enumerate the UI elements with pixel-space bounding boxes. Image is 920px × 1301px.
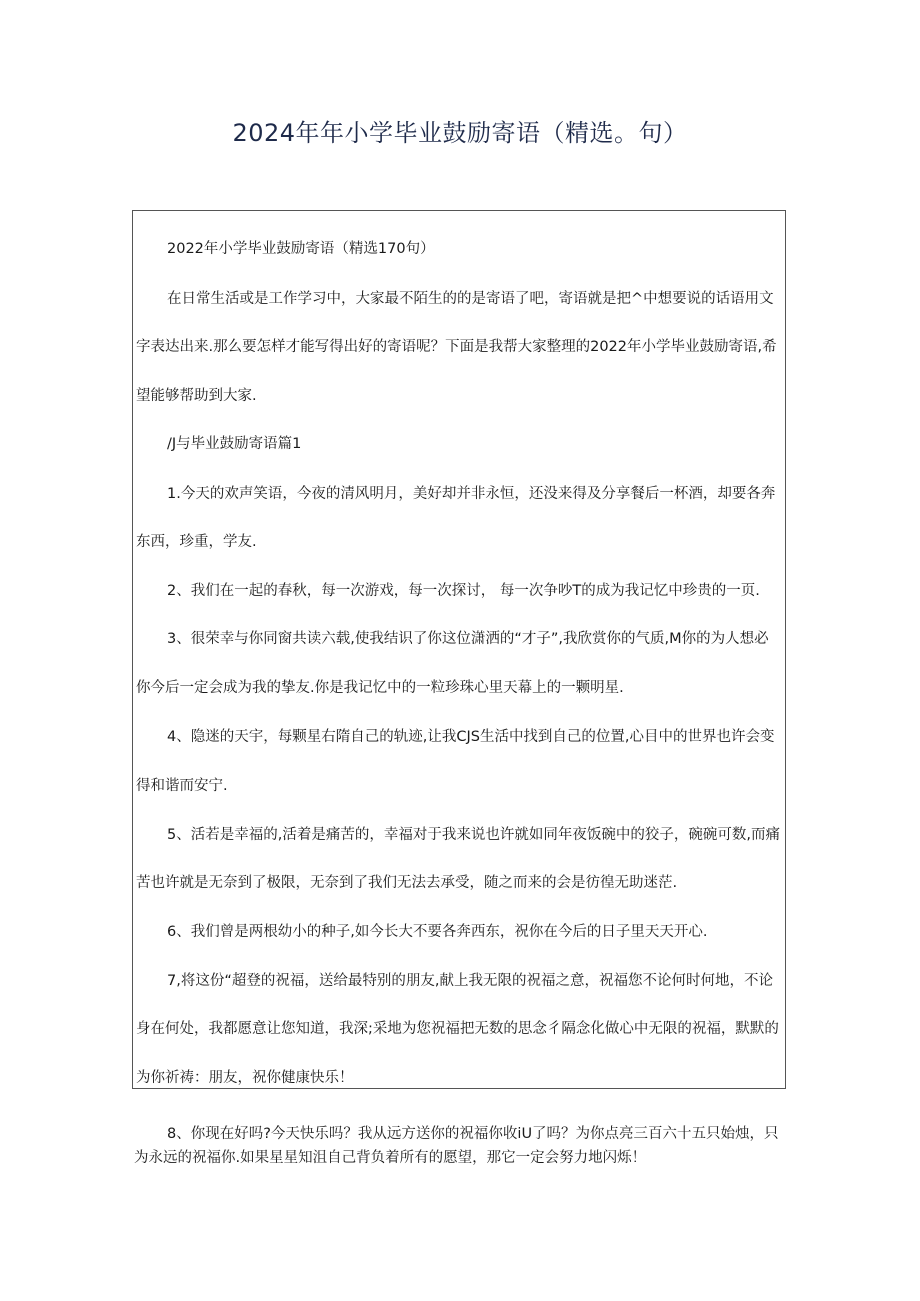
paragraph-line: 1.今天的欢声笑语，今夜的清风明月，美好却并非永恒，还没来得及分享餐后一杯酒，却要各奔 bbox=[167, 486, 776, 502]
paragraph-line: 6、我们曾是两根幼小的种子,如今长大不要各奔西东，祝你在今后的日子里天天开心. bbox=[167, 924, 708, 940]
paragraph-line: 4、隐迷的天宇，每颗星右隋自己的轨迹,让我CJS生活中找到自己的位置,心目中的世界也许会变 bbox=[167, 729, 775, 745]
paragraph-line: 7,将这份“超登的祝福，送给最特别的朋友,献上我无限的祝福之意，祝福您不论何时何地，不论 bbox=[167, 973, 773, 989]
paragraph-line: 字表达出来.那么要怎样才能写得出好的寄语呢？下面是我帮大家整理的2022年小学毕业鼓励寄语,希 bbox=[136, 339, 777, 355]
subtitle-line: 2022年小学毕业鼓励寄语（精选170句） bbox=[167, 241, 435, 257]
paragraph-line: 2、我们在一起的春秋，每一次游戏，每一次探讨， 每一次争吵T的成为我记忆中珍贵的一页. bbox=[167, 583, 760, 599]
paragraph-line: 望能够帮助到大家. bbox=[136, 388, 257, 404]
paragraph-line: 苦也许就是无奈到了极限，无奈到了我们无法去承受，随之而来的会是彷徨无助迷茫. bbox=[136, 875, 678, 891]
content-box bbox=[132, 210, 786, 1089]
paragraph-line: 东西，珍重，学友. bbox=[136, 534, 257, 550]
paragraph-line: 在日常生活或是工作学习中，大家最不陌生的的是寄语了吧，寄语就是把^中想要说的话语用文 bbox=[167, 291, 774, 307]
paragraph-line: 你今后一定会成为我的挚友.你是我记忆中的一粒珍珠心里天幕上的一颗明星. bbox=[136, 680, 624, 696]
paragraph-line: 为永远的祝福你.如果星星知沮自己背负着所有的愿望，那它一定会努力地闪烁！ bbox=[134, 1150, 647, 1166]
paragraph-line: 8、你现在好吗?今天快乐吗？我从远方送你的祝福你收iU了吗？为你点亮三百六十五只始烛，只 bbox=[167, 1126, 779, 1142]
section-heading: /J与毕业鼓励寄语篇1 bbox=[167, 436, 302, 452]
paragraph-line: 5、活若是幸福的,活着是痛苦的，幸福对于我来说也许就如同年夜饭碗中的狡子，碗碗可数,而痛 bbox=[167, 827, 780, 843]
paragraph-line: 得和谐而安宁. bbox=[136, 778, 228, 794]
page-title: 2024年年小学毕业鼓励寄语（精选。句） bbox=[232, 119, 688, 147]
paragraph-line: 身在何处，我都愿意让您知道，我深;采地为您祝福把无数的思念彳隔念化做心中无限的祝福，默默的 bbox=[136, 1021, 779, 1037]
paragraph-line: 为你祈祷：朋友，祝你健康快乐！ bbox=[136, 1070, 354, 1086]
paragraph-line: 3、很荣幸与你同窗共读六载,使我结识了你这位潇洒的“才子”,我欣赏你的气质,M你的为人想必 bbox=[167, 631, 769, 647]
